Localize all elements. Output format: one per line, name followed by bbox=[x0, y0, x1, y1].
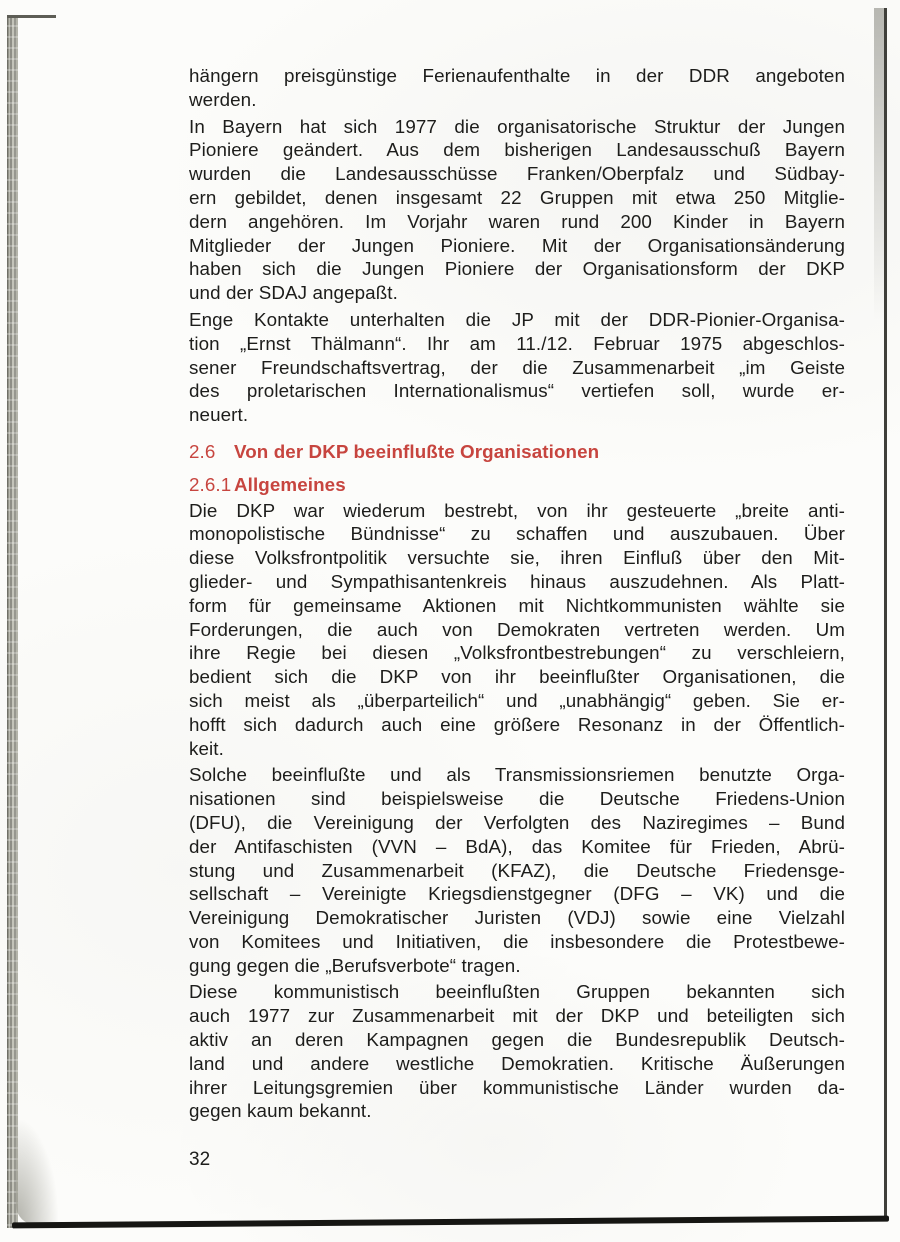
text-line: wurden die Landesausschüsse Franken/Oberpfalz und Südbay- bbox=[189, 163, 845, 185]
text-line: werden. bbox=[189, 88, 257, 110]
text-line: neuert. bbox=[189, 404, 249, 426]
page-number: 32 bbox=[189, 1149, 211, 1170]
text-line: ern gebildet, denen insgesamt 22 Gruppen mit etwa 250 Mitglie- bbox=[189, 186, 845, 208]
text-line: ihre Regie bei diesen „Volksfrontbestrebungen“ zu verschleiern, bbox=[189, 642, 845, 664]
text-line: Forderungen, die auch von Demokraten vertreten werden. Um bbox=[189, 618, 845, 640]
text-line: Pioniere geändert. Aus dem bisherigen Landesausschuß Bayern bbox=[189, 139, 845, 161]
left-page-stack-edge bbox=[7, 16, 18, 1228]
paragraph bbox=[189, 980, 845, 1123]
paragraph bbox=[189, 763, 845, 977]
bottom-cover-edge-line bbox=[12, 1216, 889, 1229]
text-line: hofft sich dadurch auch eine größere Resonanz in der Öffentlich- bbox=[189, 713, 845, 735]
text-column bbox=[189, 64, 845, 1126]
text-line: auch 1977 zur Zusammenarbeit mit der DKP und beteiligten sich bbox=[189, 1005, 845, 1027]
text-line: dern angehören. Im Vorjahr waren rund 200 Kinder in Bayern bbox=[189, 210, 845, 232]
text-line: und der SDAJ angepaßt. bbox=[189, 282, 398, 304]
text-line: haben sich die Jungen Pioniere der Organisationsform der DKP bbox=[189, 258, 845, 280]
section-heading-2.6 bbox=[189, 440, 845, 464]
text-line: ihrer Leitungsgremien über kommunistische Länder wurden da- bbox=[189, 1076, 845, 1098]
section-title: Allgemeines bbox=[234, 473, 346, 495]
text-line: diese Volksfrontpolitik versuchte sie, ihren Einfluß über den Mit- bbox=[189, 547, 845, 569]
text-line: Enge Kontakte unterhalten die JP mit der DDR-Pionier-Organisa- bbox=[189, 308, 845, 330]
text-line: stung und Zusammenarbeit (KFAZ), die Deutsche Friedensge- bbox=[189, 859, 845, 881]
top-left-cover-line bbox=[7, 15, 56, 18]
left-page-stack-flare bbox=[16, 1120, 58, 1225]
text-line: sich meist als „überparteilich“ und „unabhängig“ geben. Sie er- bbox=[189, 689, 845, 711]
text-line: von Komitees und Initiativen, die insbesondere die Protestbewe- bbox=[189, 930, 845, 952]
text-line: In Bayern hat sich 1977 die organisatorische Struktur der Jungen bbox=[189, 115, 845, 137]
text-line: hängern preisgünstige Ferienaufenthalte in der DDR angeboten bbox=[189, 65, 845, 86]
text-line: land und andere westliche Demokratien. Kritische Äußerungen bbox=[189, 1052, 845, 1074]
section-number: 2.6.1 bbox=[189, 473, 232, 495]
text-line: Mitglieder der Jungen Pioniere. Mit der Organisationsänderung bbox=[189, 234, 845, 256]
text-line: sener Freundschaftsvertrag, der die Zusammenarbeit „im Geiste bbox=[189, 356, 845, 378]
text-line: monopolistische Bündnisse“ zu schaffen und auszubauen. Über bbox=[189, 523, 845, 545]
text-line: der Antifaschisten (VVN – BdA), das Komitee für Frieden, Abrü- bbox=[189, 835, 845, 857]
text-line: Diese kommunistisch beeinflußten Gruppen bekannten sich bbox=[189, 981, 845, 1003]
paragraph bbox=[189, 308, 845, 427]
text-line: glieder- und Sympathisantenkreis hinaus auszudehnen. Als Platt- bbox=[189, 570, 845, 592]
text-line: gegen kaum bekannt. bbox=[189, 1100, 372, 1122]
text-line: Vereinigung Demokratischer Juristen (VDJ) sowie eine Vielzahl bbox=[189, 907, 845, 929]
section-title: Von der DKP beeinflußte Organisationen bbox=[234, 440, 600, 462]
text-line: sellschaft – Vereinigte Kriegsdienstgegner (DFG – VK) und die bbox=[189, 883, 845, 905]
text-line: form für gemeinsame Aktionen mit Nichtkommunisten wählte sie bbox=[189, 594, 845, 616]
text-line: gung gegen die „Berufsverbote“ tragen. bbox=[189, 954, 521, 976]
text-line: bedient sich die DKP von ihr beeinflußter Organisationen, die bbox=[189, 666, 845, 688]
section-heading-2.6.1 bbox=[189, 473, 845, 497]
right-page-edge-line bbox=[884, 8, 887, 1220]
text-line: Die DKP war wiederum bestrebt, von ihr gesteuerte „breite anti- bbox=[189, 499, 845, 521]
section-number: 2.6 bbox=[189, 440, 216, 462]
text-line: nisationen sind beispielsweise die Deutsche Friedens-Union bbox=[189, 788, 845, 810]
paragraph bbox=[189, 115, 845, 305]
text-line: aktiv an deren Kampagnen gegen die Bundesrepublik Deutsch- bbox=[189, 1029, 845, 1051]
text-line: (DFU), die Vereinigung der Verfolgten des Naziregimes – Bund bbox=[189, 811, 845, 833]
paragraph bbox=[189, 64, 845, 112]
text-line: keit. bbox=[189, 737, 224, 759]
paragraph bbox=[189, 499, 845, 761]
text-line: des proletarischen Internationalismus“ vertiefen soll, wurde er- bbox=[189, 380, 845, 402]
text-line: Solche beeinflußte und als Transmissionsriemen benutzte Orga- bbox=[189, 764, 845, 786]
text-line: tion „Ernst Thälmann“. Ihr am 11./12. Februar 1975 abgeschlos- bbox=[189, 332, 845, 354]
